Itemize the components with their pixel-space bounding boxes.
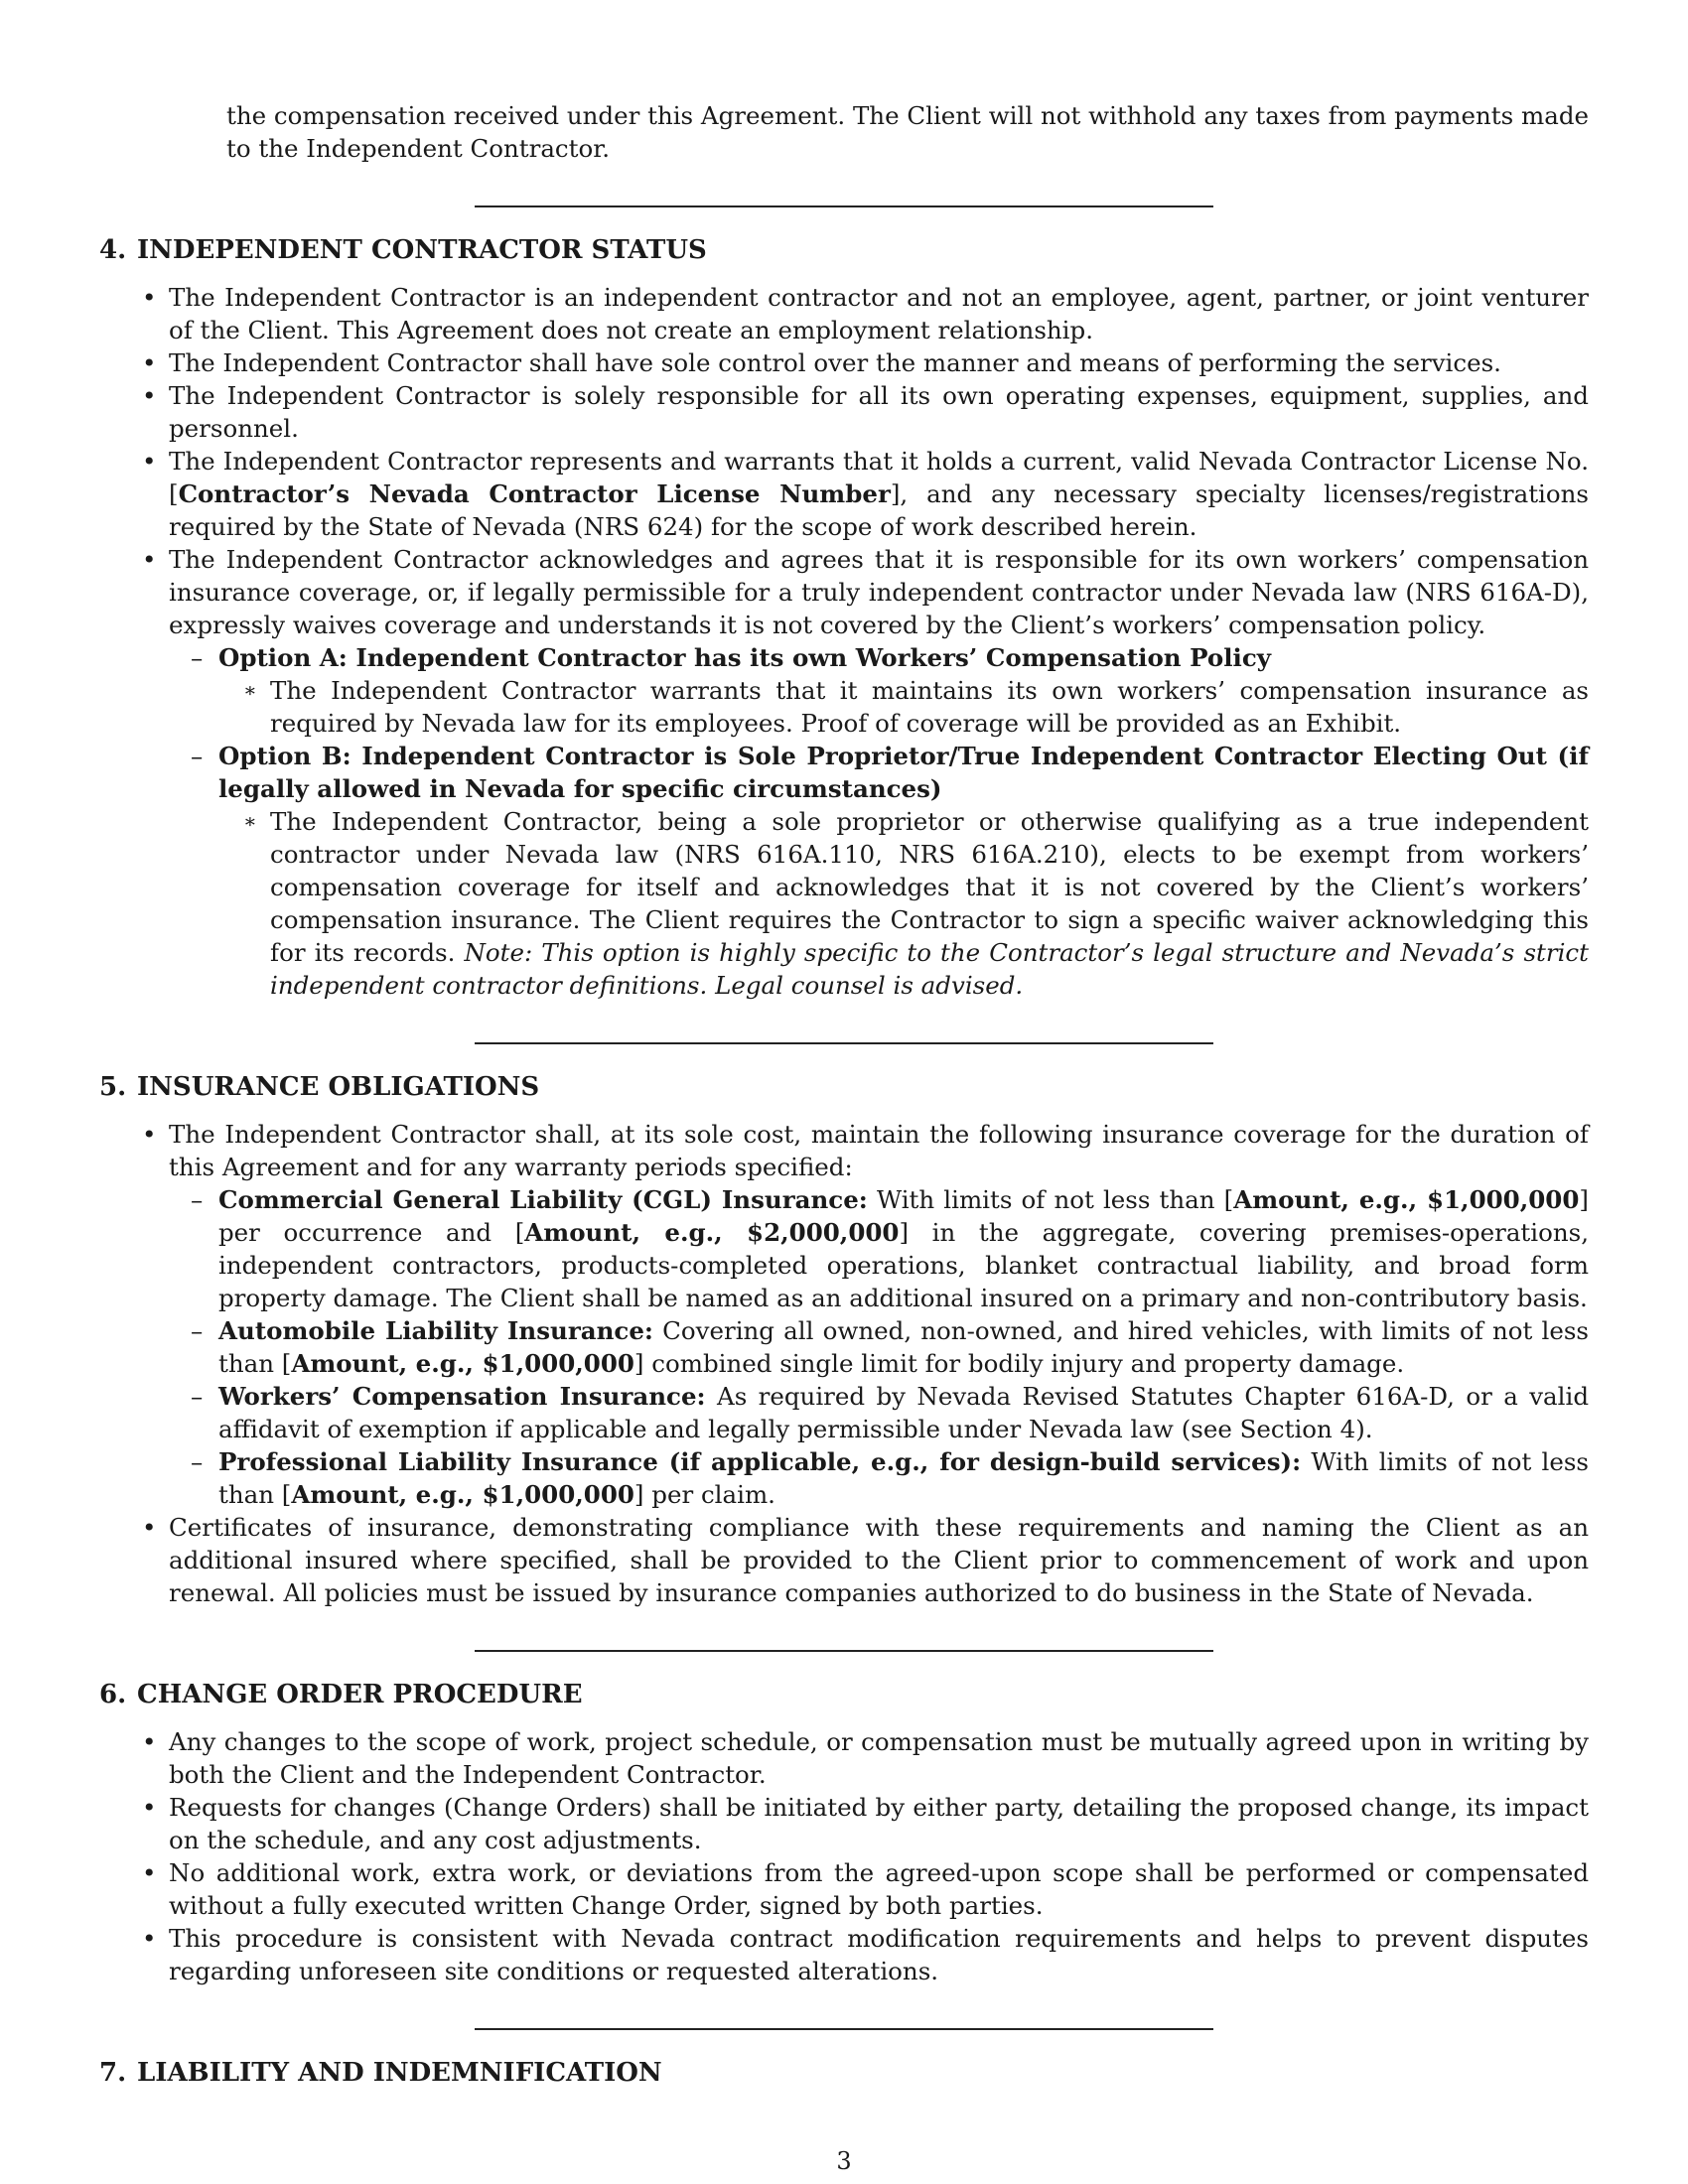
option-b-sublist: [218, 805, 1589, 1002]
list-item-text: The Independent Contractor shall have sole control over the manner and means of performing the services.: [169, 348, 1501, 377]
license-number-placeholder: Contractor’s Nevada Contractor License Number: [178, 479, 891, 508]
section-5-title: INSURANCE OBLIGATIONS: [137, 1072, 540, 1102]
list-item-text: Any changes to the scope of work, project schedule, or compensation must be mutually agreed upon in writing by both the Client and the Independent Contractor.: [169, 1727, 1589, 1789]
auto-insurance-item: [159, 1314, 1589, 1380]
list-item-text: ], and any necessary specialty licenses/registrations required by the State of Nevada (NRS 624) for the scope of work described herein.: [169, 479, 1589, 541]
list-item: [99, 379, 1589, 445]
section-4-number: 4.: [99, 235, 127, 265]
list-item-text: The Independent Contractor represents and warrants that it holds a current, valid Nevada Contractor License No. [: [169, 447, 1589, 508]
list-item: [218, 674, 1589, 740]
option-b-title: Option B: Independent Contractor is Sole Proprietor/True Independent Contractor Electing Out (if legally allowed in Nevada for specific circumstances): [218, 742, 1589, 803]
options-list: [159, 641, 1589, 1002]
list-item: [99, 445, 1589, 543]
section-divider: [475, 205, 1213, 207]
list-item-text: Requests for changes (Change Orders) shall be initiated by either party, detailing the proposed change, its impact on the schedule, and any cost adjustments.: [169, 1793, 1589, 1854]
cgl-title: Commercial General Liability (CGL) Insurance:: [218, 1185, 868, 1214]
list-item-text: The Independent Contractor acknowledges and agrees that it is responsible for its own workers’ compensation insurance coverage, or, if legally permissible for a truly independent contractor under Nevada law (NRS 616A-D), expressly waives coverage and understands it is not covered by the Client’s workers’ compensation policy.: [169, 545, 1589, 639]
option-b-note: Note: This option is highly specific to the Contractor’s legal structure and Nevada’s strict independent contractor definitions. Legal counsel is advised.: [270, 938, 1589, 1000]
section-4-heading: [99, 233, 1589, 267]
option-a-text: The Independent Contractor warrants that it maintains its own workers’ compensation insurance as required by Nevada law for its employees. Proof of coverage will be provided as an Exhibit.: [270, 676, 1589, 738]
section-divider: [475, 1650, 1213, 1652]
option-a: [159, 641, 1589, 740]
pl-text: With limits of not less than [: [218, 1447, 1590, 1509]
list-item: [99, 1856, 1589, 1922]
pl-insurance-item: [159, 1445, 1589, 1511]
list-item: [99, 1725, 1589, 1791]
lead-paragraph: the compensation received under this Agreement. The Client will not withhold any taxes from payments made to the Independent Contractor.: [226, 101, 1589, 163]
list-item-text: The Independent Contractor is solely responsible for all its own operating expenses, equipment, supplies, and personnel.: [169, 381, 1589, 443]
wc-insurance-item: [159, 1380, 1589, 1445]
section-5-number: 5.: [99, 1072, 127, 1102]
option-b-text: The Independent Contractor, being a sole proprietor or otherwise qualifying as a true independent contractor under Nevada law (NRS 616A.110, NRS 616A.210), elects to be exempt from workers’ compensation coverage for itself and acknowledges that it is not covered by the Client’s workers’ compensation insurance. The Client requires the Contractor to sign a specific waiver acknowledging this for its records.: [270, 807, 1589, 967]
cgl-text: ] in the aggregate, covering premises-operations, independent contractors, products-completed operations, blanket contractual liability, and broad form property damage. The Client shall be named as an additional insured on a primary and non-contributory basis.: [218, 1218, 1589, 1312]
wc-text: As required by Nevada Revised Statutes Chapter 616A-D, or a valid affidavit of exemption if applicable and legally permissible under Nevada law (see Section 4).: [218, 1382, 1589, 1443]
auto-text: Covering all owned, non-owned, and hired vehicles, with limits of not less than [: [218, 1316, 1589, 1378]
section-4-title: INDEPENDENT CONTRACTOR STATUS: [137, 235, 707, 265]
list-item: [99, 346, 1589, 379]
section-divider: [475, 2028, 1213, 2030]
section-divider: [475, 1042, 1213, 1044]
cgl-text: With limits of not less than [: [867, 1185, 1234, 1214]
cgl-insurance-item: [159, 1183, 1589, 1314]
option-a-title: Option A: Independent Contractor has its own Workers’ Compensation Policy: [218, 643, 1271, 672]
section-6-list: [99, 1725, 1589, 1987]
page-number: 3: [836, 2147, 852, 2175]
list-item-text: The Independent Contractor is an independent contractor and not an employee, agent, partner, or joint venturer of the Client. This Agreement does not create an employment relationship.: [169, 283, 1589, 344]
list-item-text: This procedure is consistent with Nevada contract modification requirements and helps to prevent disputes regarding unforeseen site conditions or requested alterations.: [169, 1924, 1589, 1985]
page-content: [99, 99, 1589, 2090]
list-item-text: Certificates of insurance, demonstrating compliance with these requirements and naming the Client as an additional insured where specified, shall be provided to the Client prior to commencement of work and upon renewal. All policies must be issued by insurance companies authorized to do business in the State of Nevada.: [169, 1513, 1589, 1607]
auto-title: Automobile Liability Insurance:: [218, 1316, 653, 1345]
section-6-number: 6.: [99, 1680, 127, 1709]
pl-title: Professional Liability Insurance (if applicable, e.g., for design-build services):: [218, 1447, 1302, 1476]
section-7-title: LIABILITY AND INDEMNIFICATION: [137, 2058, 662, 2088]
auto-amount: Amount, e.g., $1,000,000: [291, 1349, 634, 1378]
list-item: [99, 1791, 1589, 1856]
section-6-heading: [99, 1678, 1589, 1711]
section-7-heading: [99, 2056, 1589, 2090]
option-b: [159, 740, 1589, 1002]
cgl-amount-aggregate: Amount, e.g., $2,000,000: [524, 1218, 900, 1247]
auto-text: ] combined single limit for bodily injury and property damage.: [633, 1349, 1405, 1378]
list-item: [99, 543, 1589, 1002]
section-5-heading: [99, 1070, 1589, 1104]
wc-title: Workers’ Compensation Insurance:: [218, 1382, 706, 1411]
cgl-amount-occurrence: Amount, e.g., $1,000,000: [1233, 1185, 1580, 1214]
pl-amount: Amount, e.g., $1,000,000: [291, 1480, 634, 1509]
section-7-number: 7.: [99, 2058, 127, 2088]
option-a-sublist: [218, 674, 1589, 740]
pl-text: ] per claim.: [633, 1480, 775, 1509]
list-item: [99, 281, 1589, 346]
list-item-text: The Independent Contractor shall, at its sole cost, maintain the following insurance coverage for the duration of this Agreement and for any warranty periods specified:: [169, 1120, 1589, 1181]
section-4-list: [99, 281, 1589, 1002]
section-5-list: [99, 1118, 1589, 1609]
cgl-text: ] per occurrence and [: [218, 1185, 1589, 1247]
insurance-types-list: [159, 1183, 1589, 1511]
list-item-text: No additional work, extra work, or deviations from the agreed-upon scope shall be performed or compensated without a fully executed written Change Order, signed by both parties.: [169, 1858, 1589, 1920]
section-6-title: CHANGE ORDER PROCEDURE: [137, 1680, 583, 1709]
list-item: [99, 1118, 1589, 1511]
list-item: [99, 1922, 1589, 1987]
list-item: [99, 1511, 1589, 1609]
list-item: [218, 805, 1589, 1002]
